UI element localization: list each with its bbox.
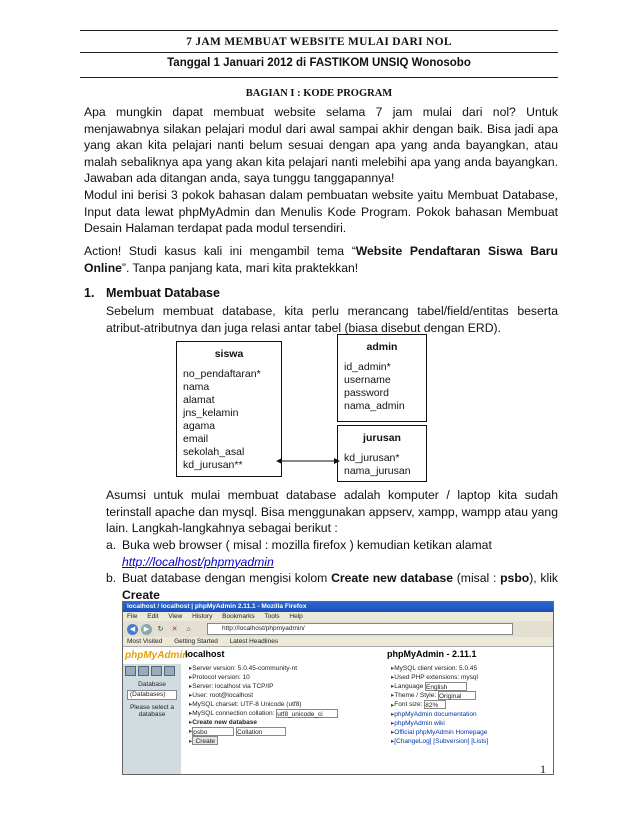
pma-version-heading: phpMyAdmin - 2.11.1: [387, 649, 477, 659]
assumption-paragraph: Asumsi untuk mulai membuat database adalah komputer / laptop kita sudah terinstall apache dan mysql. Bisa menggunakan appserv, xampp, wampp atau yang lain. Langkah-langkahnya sebagai berikut :: [106, 488, 558, 535]
collation-line: [189, 709, 338, 718]
theme-label: Theme / Style:: [394, 692, 437, 700]
pma-info: [391, 664, 488, 746]
step-a: [106, 537, 558, 570]
phpmyadmin-page: [123, 647, 553, 774]
server-line: ▸ Server: localhost via TCP/IP: [189, 682, 338, 691]
database-name-input[interactable]: psbo: [192, 727, 234, 736]
reload-icon[interactable]: ↻: [157, 625, 164, 633]
menu-item[interactable]: Tools: [264, 613, 280, 620]
step-text: (misal :: [453, 571, 501, 585]
create-button-line: [189, 736, 338, 745]
stop-icon[interactable]: ✕: [171, 625, 178, 633]
section-title: Membuat Database: [106, 286, 220, 300]
menu-item[interactable]: File: [127, 613, 138, 620]
home-icon[interactable]: ⌂: [186, 625, 191, 633]
menu-item[interactable]: Edit: [147, 613, 159, 620]
erd-field: jns_kelamin: [183, 407, 239, 419]
erd-field: username: [344, 374, 391, 386]
language-label: Language: [394, 683, 424, 691]
pma-sidebar: [123, 647, 189, 774]
intro-paragraph-1: Apa mungkin dapat membuat website selama 7 jam mulai dari nol? Untuk menjawabnya silakan pelajari modul dari awal sampai akhir dengan baik. Bisa jadi apa yang akan kita pelajari nanti belum sesuai dengan apa yang anda bayangkan, atau malah sebaliknya apa yang akan kita pelajari nanti melebihi apa yang anda bayangkan. Jawaban ada ditangan anda, saya tunggu tanggapannya!: [84, 105, 558, 185]
font-label: Font size:: [394, 701, 423, 709]
sidebar-icons: [123, 664, 181, 678]
language-select[interactable]: English: [425, 682, 467, 691]
section-description: Sebelum membuat database, kita perlu merancang tabel/field/entitas beserta atribut-atributnya dan juga relasi antar tabel (biasa disebut dengan ERD).: [106, 304, 558, 335]
erd-relation-arrow: [276, 455, 340, 467]
erd-table-jurusan: [337, 425, 427, 482]
step-text: Buka web browser ( misal : mozilla firefox ) kemudian ketikan alamat: [122, 538, 492, 552]
erd-field: kd_jurusan**: [183, 459, 243, 471]
top-rule: [80, 30, 558, 31]
back-icon[interactable]: ◀: [127, 624, 138, 635]
erd-field: email: [183, 433, 209, 445]
menu-item[interactable]: Help: [289, 613, 303, 620]
home-icon[interactable]: [125, 666, 136, 676]
theme-select[interactable]: Original: [438, 691, 476, 700]
wiki-link[interactable]: ▸ phpMyAdmin wiki: [391, 719, 488, 728]
pma-logo: phpMyAdmin: [123, 647, 181, 664]
erd-field: alamat: [183, 394, 215, 406]
intro-paragraph-2: Modul ini berisi 3 pokok bahasan dalam pembuatan website yaitu Membuat Database, Input data lewat phpMyAdmin dan Menulis Kode Program. Pokok bahasan Membuat Desain Halaman terdapat pada modul tersendiri.: [84, 188, 558, 235]
server-info: [189, 664, 338, 746]
server-line: ▸ Server version: 5.0.45-community-nt: [189, 664, 338, 673]
erd-table-title: siswa: [214, 348, 244, 360]
select-hint: Please select a database: [129, 704, 175, 718]
charset-line: ▸ MySQL charset: UTF-8 Unicode (utf8): [189, 700, 338, 709]
rule: [80, 77, 558, 78]
docs-icon[interactable]: [151, 666, 162, 676]
rule: [80, 52, 558, 53]
step-text: ), klik: [529, 571, 558, 585]
erd-field: kd_jurusan*: [344, 452, 400, 464]
theme-line: [391, 691, 488, 700]
font-line: [391, 700, 488, 709]
erd-field: password: [344, 387, 389, 399]
language-line: [391, 682, 488, 691]
font-size-select[interactable]: 82%: [424, 700, 446, 709]
database-label: Database: [138, 681, 166, 688]
erd-field: nama: [183, 381, 210, 393]
changelog-links[interactable]: ▸ [ChangeLog] [Subversion] [Lists]: [391, 737, 488, 746]
erd-field-list: [344, 452, 426, 478]
phpmyadmin-link[interactable]: http://localhost/phpmyadmin: [122, 554, 274, 569]
step-emphasis: Create new database: [331, 571, 454, 585]
intro-paragraph-3: Action! Studi kasus kali ini mengambil tema “Website Pendaftaran Siswa Baru Online”. Tanpa panjang kata, mari kita praktekkan!: [84, 244, 558, 275]
server-heading: localhost: [185, 649, 225, 659]
erd-field-list: [344, 361, 426, 413]
menu-item[interactable]: View: [168, 613, 183, 620]
erd-field: sekolah_asal: [183, 446, 245, 458]
pma-main: [183, 647, 553, 774]
erd-field-list: [183, 368, 281, 472]
step-emphasis: Create: [122, 587, 160, 602]
bookmark-item[interactable]: Latest Headlines: [229, 638, 279, 645]
menu-bar: [123, 612, 553, 621]
pma-line: ▸ Used PHP extensions: mysql: [391, 673, 488, 682]
database-select[interactable]: (Databases): [127, 690, 177, 700]
erd-field: agama: [183, 420, 216, 432]
pma-line: ▸ MySQL client version: 5.0.45: [391, 664, 488, 673]
sql-icon[interactable]: [138, 666, 149, 676]
server-line: ▸ User: root@localhost: [189, 691, 338, 700]
collation-label: MySQL connection collation:: [192, 710, 275, 718]
erd-field: id_admin*: [344, 361, 391, 373]
create-db-line: [189, 718, 338, 727]
help-icon[interactable]: [164, 666, 175, 676]
step-label: a.: [106, 538, 117, 552]
step-text: Buat database dengan mengisi kolom: [122, 571, 332, 585]
url-input[interactable]: http://localhost/phpmyadmin/: [207, 623, 513, 635]
erd-table-admin: [337, 334, 427, 422]
create-button[interactable]: Create: [192, 736, 218, 745]
step-emphasis: psbo: [500, 571, 530, 585]
erd-field: nama_admin: [344, 400, 405, 412]
chapter-heading: BAGIAN I : KODE PROGRAM: [245, 88, 393, 99]
erd-table-siswa: [176, 341, 282, 477]
document-title: 7 JAM MEMBUAT WEBSITE MULAI DARI NOL: [186, 36, 452, 48]
homepage-link[interactable]: ▸ Official phpMyAdmin Homepage: [391, 728, 488, 737]
navigation-bar: [123, 621, 553, 637]
collation-dropdown[interactable]: Collation: [236, 727, 286, 736]
document-subtitle: Tanggal 1 Januari 2012 di FASTIKOM UNSIQ Wonosobo: [167, 57, 471, 69]
create-db-form: [189, 727, 338, 736]
erd-table-title: admin: [366, 341, 398, 353]
bookmark-item[interactable]: Most Visited: [127, 638, 163, 645]
doc-link[interactable]: ▸ phpMyAdmin documentation: [391, 710, 488, 719]
menu-item[interactable]: Bookmarks: [222, 613, 255, 620]
collation-select[interactable]: utf8_unicode_ci: [276, 709, 338, 718]
erd-table-title: jurusan: [363, 432, 401, 444]
window-title: localhost / localhost | phpMyAdmin 2.11.1 - Mozilla Firefox: [123, 602, 553, 612]
step-b: [106, 570, 558, 603]
forward-icon[interactable]: ▶: [141, 624, 152, 635]
browser-screenshot: [122, 601, 554, 775]
menu-item[interactable]: History: [192, 613, 213, 620]
step-label: b.: [106, 571, 117, 585]
create-db-label: Create new database: [192, 719, 257, 727]
section-number: 1.: [84, 286, 95, 300]
erd-field: nama_jurusan: [344, 465, 411, 477]
bookmarks-bar: [123, 637, 553, 647]
bookmark-item[interactable]: Getting Started: [174, 638, 218, 645]
server-line: ▸ Protocol version: 10: [189, 673, 338, 682]
page-number: 1: [540, 762, 546, 776]
erd-field: no_pendaftaran*: [183, 368, 261, 380]
